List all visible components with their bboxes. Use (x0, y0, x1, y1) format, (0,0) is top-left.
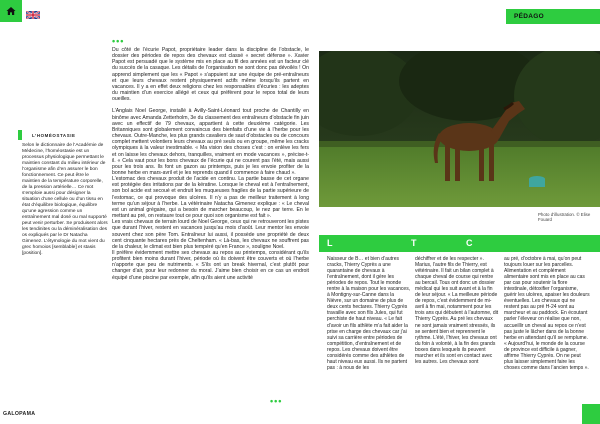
article-paragraph: Les vrais chevaux de terrain lourd de Noel George, ceux qui ne retrouveront les pistes que durant l’hiver, restent en vacances jusqu’au mois d’août. Leur mentor les envoie souvent chez son père Tom. Entraîneur lui aussi, il possède une propriété de deux cent cinquante hectares près de Cheltenham. « Là-bas, les chevaux ne souffrent pas de la chaleur, le climat est bien plus tempéré qu’en France », souligne Noel. (112, 219, 309, 250)
info-box-column: déchiffrer et de les respecter ». Marius, l’autre fils de Thierry, est vétérinaire. Il fait un bilan complet à chaque cheval de course qui rentre au bercail. Tous ont donc un dossier médical qui les suit avant et à la fin de leur séjour. « La meilleure période de repos, c’est évidemment de mi-avril à fin mai, notamment pour les trois ans qui débutent à l’automne, dit Thierry Cyprès. Au pré les chevaux ne sont jamais vraiment stressés, ils se sentent bien et reprennent le rythme. L’été, l’hiver, les chevaux ont du foin à volonté, à la fin des grands boxes dans lesquels ils peuvent marcher et ils sont en contact avec les autres. Les chevaux sont (415, 256, 499, 365)
article-paragraph: Du côté de l’écurie Papot, propriétaire leader dans la discipline de l’obstacle, le dossier des périodes de repos des chevaux est classé « secret défense ». Xavier Papot est persuadé que le système mis en place au fil des années est un facteur clé du succès de la casaque. Les détails de l’organisation ne sont donc pas dévoilés ! On apprend simplement que les « Papot » s’appuient sur une équipe de pré-entraîneurs et que leurs chevaux restent physiquement actifs même lorsqu’ils partent en vacances. Il y a en effet deux religions chez les responsables d’écuries : les adeptes du maintien d’un exercice allégé et ceux qui préfèrent pour le repos total de leurs oueilles. (112, 47, 309, 103)
page-corner-mark (582, 404, 600, 424)
heading-letter: C (466, 238, 473, 248)
home-button[interactable] (0, 0, 22, 22)
decor-dots: ••• (270, 396, 283, 406)
heading-letter: L (327, 238, 333, 248)
uk-flag-icon[interactable] (26, 11, 40, 19)
decor-dots: ••• (112, 36, 125, 46)
photo-caption: Photo d’illustration. © Elise Fouard (538, 212, 591, 222)
info-box-column: au pré, d’octobre à mai, qu’on peut toujours louer sur les parcelles. Alimentation et complément alimentaire sont mis en place au cas par cas pour soutenir la flore intestinale, détoxifier l’organisme, guérir les ulcères, apaiser les douleurs éventuelles. Les chevaux qui ne restent pas au pré H-24 vont au marcheur et au paddock. En écoutant parler l’éleveur on réalise que non, accueillir un cheval au repos ce n’est pas juste le lâcher dans de la bonne herbe en attendant qu’il se remplume. « Aujourd’hui, le monde de la course de province est difficile à gagner, affirme Thierry Cyprès. On ne peut plus laisser simplement faire les choses comme dans l’ancien temps ». (504, 256, 590, 371)
home-icon (6, 6, 16, 16)
heading-letter: T (411, 238, 417, 248)
sidebar-heading: L’HOMÉOSTASIE (32, 133, 76, 138)
horse-photo (319, 51, 600, 207)
section-tab[interactable]: PÉDAGO (506, 9, 600, 24)
article-column (112, 47, 309, 281)
sidebar-box (22, 130, 108, 327)
sidebar-text: Selon le dictionnaire de l’Académie de Médecine, l’homéostasie est un processus physiologique permettant le maintien constant du milieu intérieur de l’organisme afin d’en assurer le bon fonctionnement. Ce peut être le maintien de la température corporelle, de la pression artérielle… Ce mot s’emploie aussi pour désigner la situation d’une cellule ou d’un tissu en état d’équilibre biologique, équilibre qu’une agression comme un entraînement mal dosé ou mal supporté peut venir perturber. Se produisent alors les tendinites ou la déminéralisation des os expliqués par le Dr Natacha Gimenez. L’étymologie du mot vient du grec homoios [semblable] et stasis [position]. (22, 142, 108, 257)
article-paragraph: Il préfère évidemment mettre ses chevaux au repos au printemps, considérant qu’ils profitent bien moins durant l’hiver, période où ils doivent être couverts et où l’herbe n’apporte que peu de nutriments. « S’ils ont un break hivernal, c’est plutôt pour changer d’air, pour leur redonner du moral. J’aime bien choisir en ce cas un endroit équipé d’une piscine par exemple, afin qu’ils aient une activité (112, 250, 309, 281)
info-box-header (319, 235, 600, 252)
article-paragraph: L’estomac des chevaux produit de l’acide en continu. La partie basse de cet organe est protégée des irritations par de la kératine. Lorsque le cheval est à l’entraînement, son bol acide est secoué et endruit les muqueuses fragiles de la partie supérieure de l’estomac, ce qui provoque des ulcères. Il n’y a pas de meilleur traitement à long terme qu’un séjour à l’herbe. La vétérinaire Natacha Gimenez explique : « Le cheval est un animal grégaire, qui a besoin de marcher beaucoup, le nez par terre. En le mettant au pré, on restaure tout ce pour quoi son organisme est fait ». (112, 176, 309, 220)
article-paragraph: L’Anglais Noel George, installé à Avilly-Saint-Léonard tout proche de Chantilly en binôme avec Amanda Zetterholm, 3e du classement des entraîneurs d’obstacle fin juin avec un effectif de 79 chevaux, appartient à cette deuxième catégorie. Les Britanniques sont globalement convaincus des bienfaits d’une vie à l’herbe pour les chevaux. Outre-Manche, les plus grands cavaliers de saut d’obstacles ou de concours complet mettent volontiers leurs chevaux au pré seuls ou en groupe, même les cracks olympiques à la valeur inestimable. « Ma vision des choses c’est : on enlève les fers et on laisse les chevaux dehors, tranquilles, vraiment en mode vacances », précise-t-il. « Cela vaut pour les bons chevaux de l’écurie qui ne courent pas l’été, mais aussi pour les trois ans. Ils font un gazon au printemps, puis je les envoie profiter de la bonne herbe en mars-avril et je les reprends quand il commence à faire chaud ». (112, 108, 309, 176)
magazine-brand: GALOPAMA (3, 411, 36, 417)
info-box-column: Naisseur de B… et bien d’autres cracks, Thierry Cyprès a une quarantaine de chevaux à l’entraînement, dont il gère les périodes de repos. Tout le monde rentre à la maison pour les vacances, à Montigny-sur-Canne dans la Nièvre, sur un domaine de plus de deux cents hectares. Thierry Cyprès travaille avec son fils Jules, qui fut perchiste de haut niveau. « Le fait d’avoir un fils athlète m’a fait aider la prise en charge des chevaux car j’ai suivi sa carrière entre périodes de compétition, d’entraînement et de repos. Les chevaux doivent être considérés comme des athlètes de haut niveau eux aussi. Ils ne partent pas : à nous de les (327, 256, 411, 371)
